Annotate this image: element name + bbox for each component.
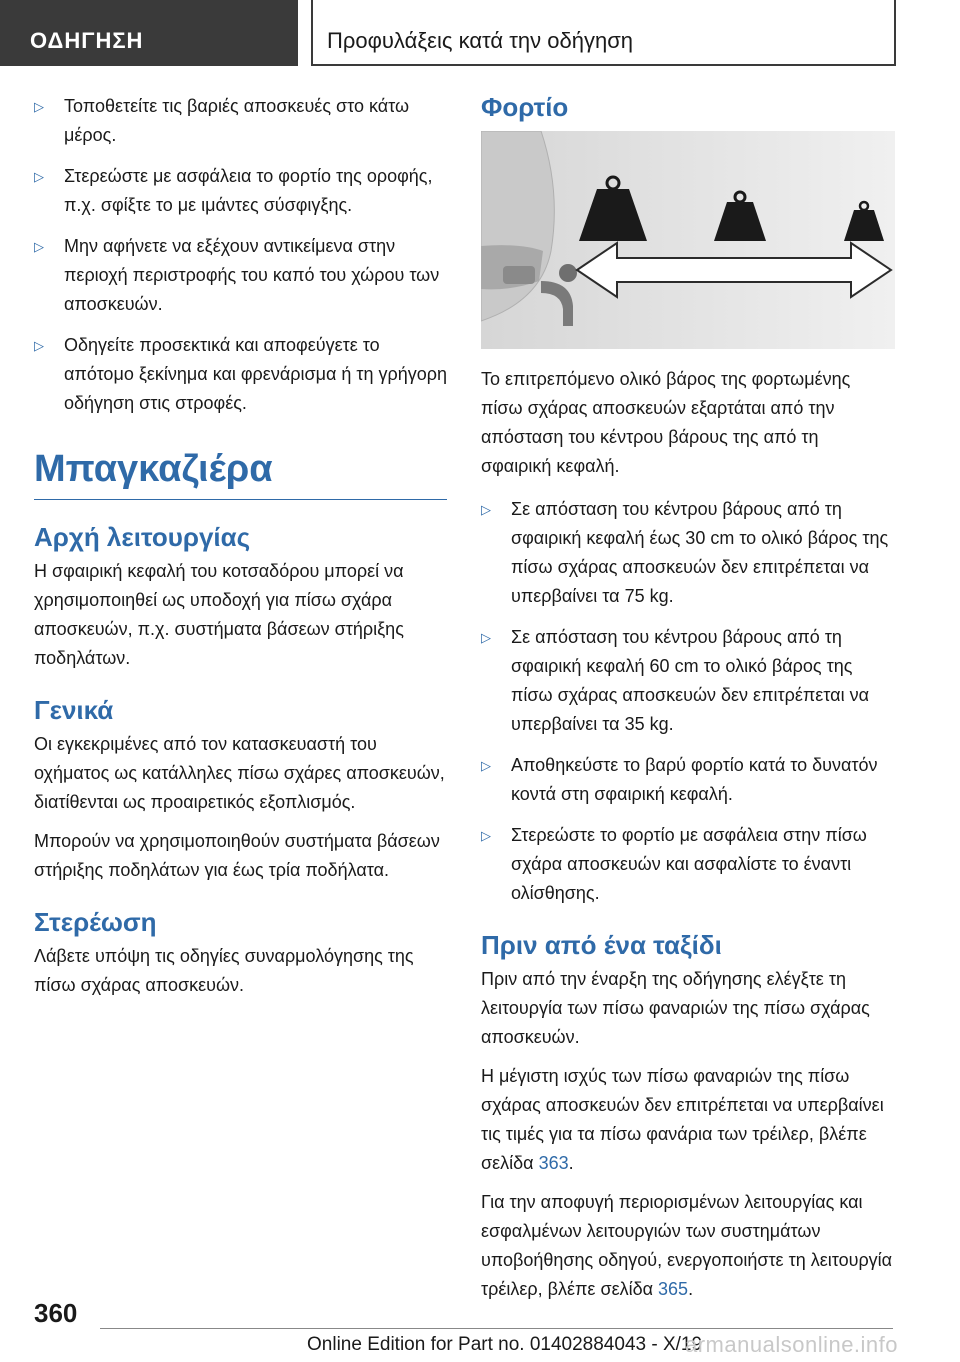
loading-tips-list [34,92,447,418]
triangle-bullet-icon: ▷ [34,338,44,353]
page-number: 360 [34,1298,78,1328]
triangle-bullet-icon: ▷ [34,169,44,184]
load-limits-list [481,495,893,908]
list-item: ▷ Αποθηκεύστε το βαρύ φορτίο κατά το δυνατόν κοντά στη σφαιρική κεφαλή. [481,751,893,809]
list-item: ▷ Οδηγείτε προσεκτικά και αποφεύγετε το απότομο ξεκίνημα και φρενάρισμα ή τη γρήγορη οδήγηση στις στροφές. [34,331,447,418]
subheading-function: Αρχή λειτουργίας [34,522,251,552]
page-link-363[interactable]: 363 [538,1153,569,1173]
load-distance-illustration [481,131,895,349]
general-paragraph-2: Μπορούν να χρησιμοποιηθούν συστήματα βάσεων στήριξης ποδηλάτων για έως τρία ποδήλατα. [34,831,440,880]
list-item: ▷ Σε απόσταση του κέντρου βάρους από τη σφαιρική κεφαλή 60 cm το ολικό βάρος της πίσω σχάρας αποσκευών δεν επιτρέπεται να υπερβαίνει τα 35 kg. [481,623,893,739]
triangle-bullet-icon: ▷ [481,630,491,645]
left-column [34,92,447,1010]
mount-paragraph: Λάβετε υπόψη τις οδηγίες συναρμολόγησης της πίσω σχάρας αποσκευών. [34,946,414,995]
edition-note: Online Edition for Part no. 01402884043 - X/19 [307,1334,703,1355]
list-item: ▷ Στερεώστε το φορτίο με ασφάλεια στην πίσω σχάρα αποσκευών και ασφαλίστε το έναντι ολίσθησης. [481,821,893,908]
subheading-load: Φορτίο [481,92,569,122]
triangle-bullet-icon: ▷ [481,502,491,517]
hitch-weights-illustration [481,131,895,349]
watermark: armanualsonline.info [685,1332,899,1357]
subheading-trip: Πριν από ένα ταξίδι [481,930,722,960]
triangle-bullet-icon: ▷ [481,758,491,773]
general-paragraph-1: Οι εγκεκριμένες από τον κατασκευαστή του οχήματος ως κατάλληλες πίσω σχάρες αποσκευών, διατίθενται ως προαιρετικός εξοπλισμός. [34,734,445,812]
page-header [0,0,960,66]
list-item: ▷ Μην αφήνετε να εξέχουν αντικείμενα στην περιοχή περιστροφής του καπό του χώρου των αποσκευών. [34,232,447,319]
right-column [481,92,893,1314]
list-item: ▷ Σε απόσταση του κέντρου βάρους από τη σφαιρική κεφαλή έως 30 cm το ολικό βάρος της πίσω σχάρας αποσκευών δεν επιτρέπεται να υπερβαίνει τα 75 kg. [481,495,893,611]
list-item: ▷ Τοποθετείτε τις βαριές αποσκευές στο κάτω μέρος. [34,92,447,150]
triangle-bullet-icon: ▷ [34,99,44,114]
list-item: ▷ Στερεώστε με ασφάλεια το φορτίο της οροφής, π.χ. σφίξτε το με ιμάντες σύσφιγξης. [34,162,447,220]
trip-paragraph-1: Πριν από την έναρξη της οδήγησης ελέγξτε τη λειτουργία των πίσω φαναριών της πίσω σχάρας αποσκευών. [481,969,870,1047]
subheading-mount: Στερέωση [34,907,157,937]
trip-paragraph-3: Για την αποφυγή περιορισμένων λειτουργίας και εσφαλμένων λειτουργιών των συστημάτων υποβοήθησης οδηγού, ενεργοποιήστε τη λειτουργία τρέιλερ, βλέπε σελίδα 365. [481,1192,893,1299]
triangle-bullet-icon: ▷ [481,828,491,843]
page-link-365[interactable]: 365 [658,1279,689,1299]
chapter-title: Προφυλάξεις κατά την οδήγηση [311,0,896,66]
section-heading: Μπαγκαζιέρα [34,448,447,500]
trip-paragraph-2: Η μέγιστη ισχύς των πίσω φαναριών της πίσω σχάρας αποσκευών δεν επιτρέπεται να υπερβαίνει τις τιμές για τα πίσω φανάρια των τρέιλερ, βλέπε σελίδα 363. [481,1066,884,1173]
load-paragraph: Το επιτρεπόμενο ολικό βάρος της φορτωμένης πίσω σχάρας αποσκευών εξαρτάται από την απόσταση του κέντρου βάρους της από τη σφαιρική κεφαλή. [481,369,851,476]
section-tab: ΟΔΗΓΗΣΗ [0,0,298,66]
triangle-bullet-icon: ▷ [34,239,44,254]
subheading-general: Γενικά [34,695,114,725]
function-paragraph: Η σφαιρική κεφαλή του κοτσαδόρου μπορεί να χρησιμοποιηθεί ως υποδοχή για πίσω σχάρα αποσκευών, π.χ. συστήματα βάσεων στήριξης ποδηλάτων. [34,561,404,668]
footer-divider [100,1328,893,1329]
